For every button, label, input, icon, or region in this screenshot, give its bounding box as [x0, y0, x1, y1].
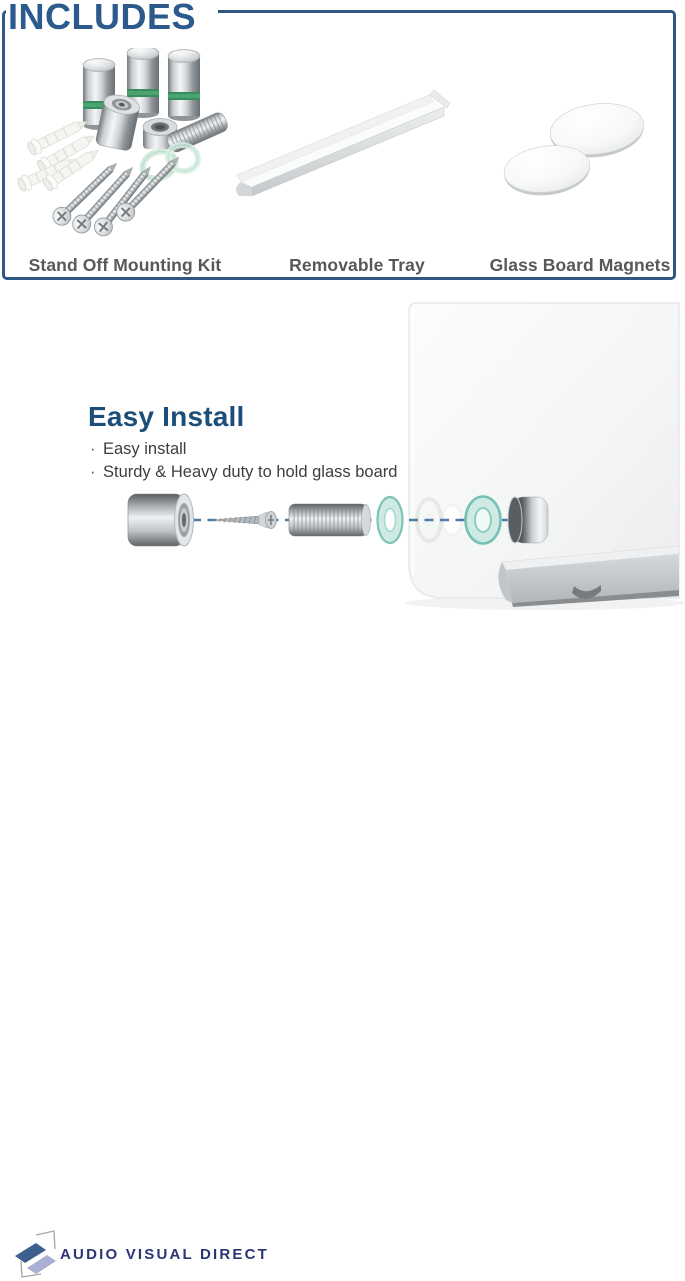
brand-footer — [0, 610, 679, 1263]
install-bullet — [90, 462, 397, 482]
tray-front-lip — [252, 107, 444, 196]
standoff-barrel — [128, 494, 194, 546]
standoff-cap — [508, 497, 548, 543]
install-bullet-list — [90, 439, 397, 485]
install-bullet-text: Sturdy & Heavy duty to hold glass board — [103, 463, 398, 481]
standoff-post — [168, 50, 200, 122]
glass-washer-back — [466, 497, 501, 544]
install-heading: Easy Install — [88, 401, 245, 432]
product-label-standoff-kit: Stand Off Mounting Kit — [28, 255, 222, 275]
tray-back-wall — [237, 95, 433, 182]
install-bullet-text: Easy install — [103, 440, 187, 458]
tray-floor — [241, 102, 444, 187]
bullet-dot: · — [90, 440, 96, 458]
mounting-screw — [213, 512, 277, 529]
includes-heading: INCLUDES — [6, 0, 218, 48]
includes-section — [2, 10, 676, 280]
removable-tray-image — [231, 85, 471, 209]
standoff-mounting-kit-image — [17, 27, 231, 245]
glass-board-magnets-image — [479, 89, 677, 203]
product-label-removable-tray: Removable Tray — [289, 255, 425, 275]
product-label-glass-board-magnets: Glass Board Magnets — [489, 255, 671, 275]
audio-visual-direct-logo-icon — [11, 1223, 59, 1281]
install-bullet — [90, 439, 397, 459]
bullet-dot: · — [90, 463, 96, 481]
brand-name: AUDIO VISUAL DIRECT — [60, 1246, 270, 1263]
glass-washer-front — [378, 497, 403, 543]
threaded-stud — [289, 504, 371, 536]
